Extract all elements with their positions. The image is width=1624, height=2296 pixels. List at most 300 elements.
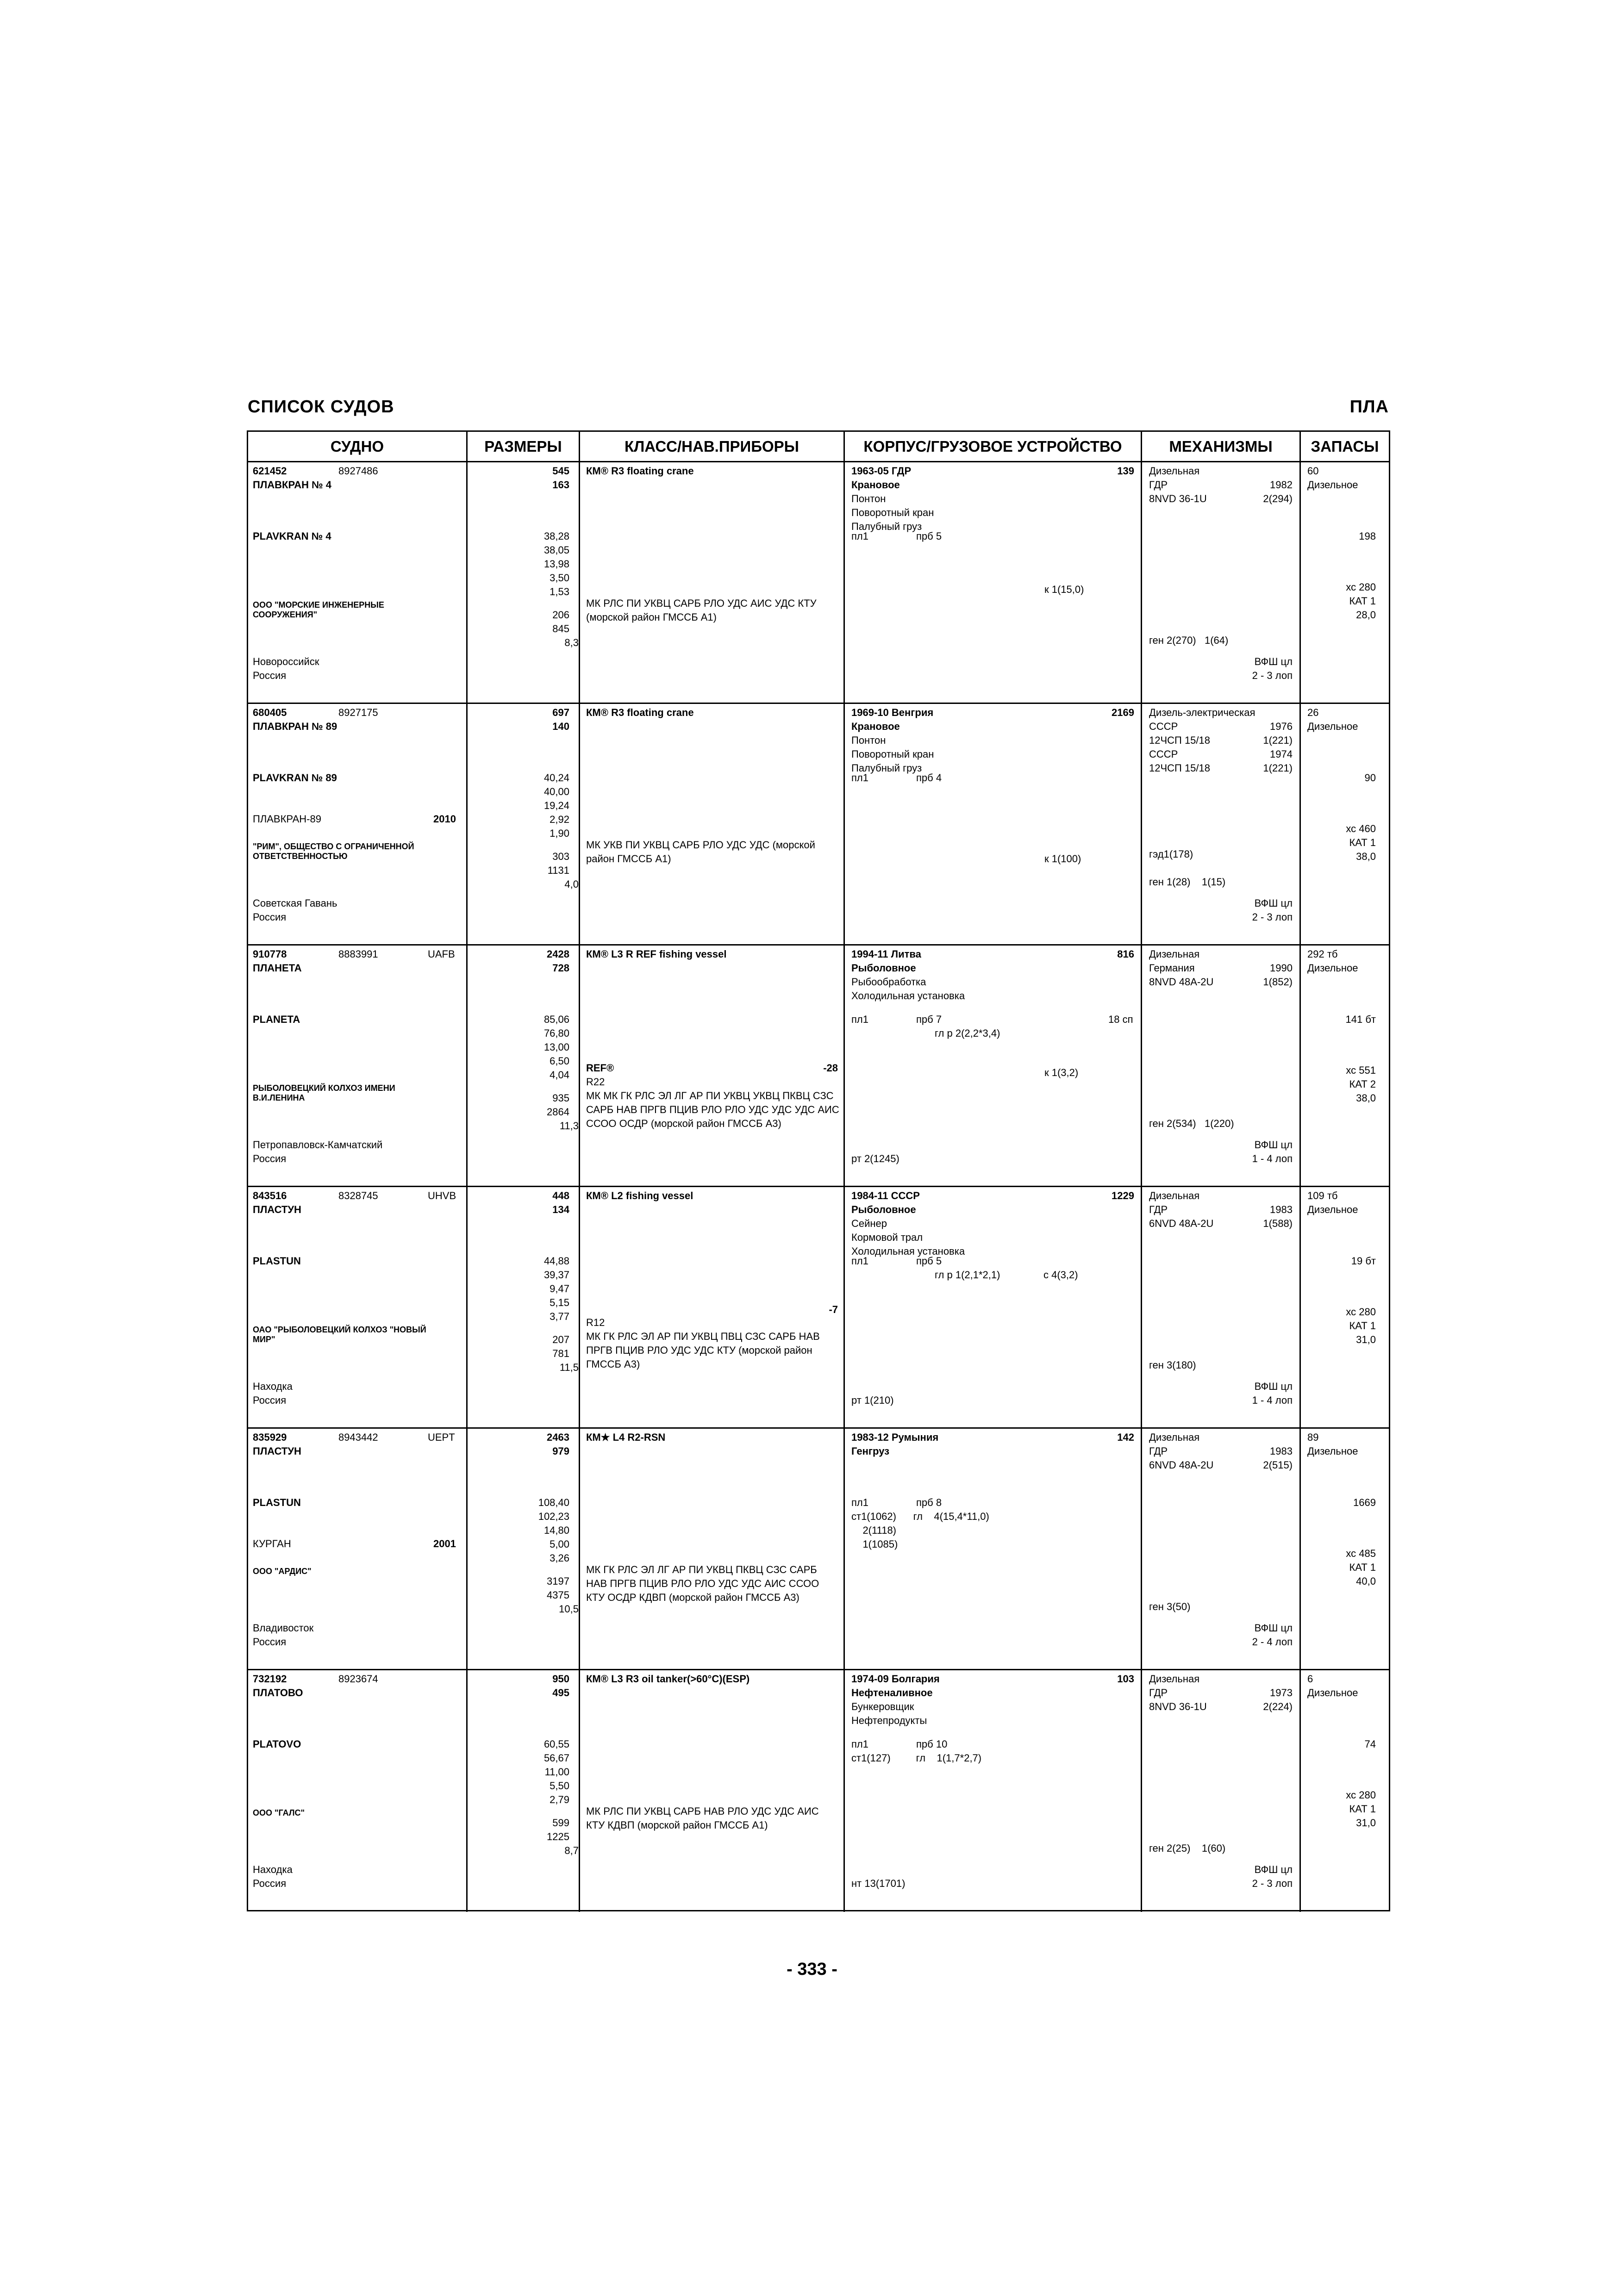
propulsion-motor: гэд1(178) (1149, 848, 1193, 860)
nav-equipment: МК ГК РЛС ЭЛ АР ПИ УКВЦ ПВЦ СЗС САРБ НАВ ПРГВ ПЦИВ РЛО УДС УДС КТУ (морской район ГМССБ А3) (586, 1331, 820, 1370)
dimension-value: 38,28 (543, 530, 569, 542)
column-divider (843, 1187, 845, 1427)
ship-type: Нефтеналивное (851, 1687, 933, 1699)
ship-call-sign: UAFB (428, 948, 455, 960)
ship-flag: Россия (253, 670, 287, 681)
ship-former-name: КУРГАН (253, 1538, 291, 1549)
displacement-value: 1131 (547, 865, 569, 876)
engine-make: ГДР (1149, 1687, 1168, 1699)
column-header-ship: СУДНО (330, 438, 384, 455)
engine-make: ГДР (1149, 479, 1168, 491)
dimension-value: 11,00 (544, 1766, 569, 1778)
dimension-value: 40,24 (543, 772, 569, 784)
generators: ген 3(50) (1149, 1601, 1191, 1612)
ship-imo-number: 8943442 (338, 1431, 378, 1443)
propeller-blades: 1 - 4 лоп (1252, 1394, 1293, 1406)
ship-owner: ООО "МОРСКИЕ ИНЖЕНЕРНЫЕ СООРУЖЕНИЯ" (253, 600, 384, 619)
ship-flag: Россия (253, 1153, 287, 1164)
ship-home-port: Находка (253, 1381, 293, 1392)
ship-flag: Россия (253, 1636, 287, 1648)
engine-spec: 1(221) (1263, 762, 1293, 774)
nav-equipment: МК РЛС ПИ УКВЦ САРБ РЛО УДС АИС УДС КТУ (морской район ГМССБ А1) (586, 597, 817, 623)
cargo-hold-line: ст1(1062) гл 4(15,4*11,0) (851, 1511, 989, 1522)
class-notation: КМ® R3 floating crane (586, 707, 694, 718)
column-divider (466, 1429, 468, 1669)
column-divider (1141, 462, 1142, 703)
engine-make: ГДР (1149, 1445, 1168, 1457)
build-year-country: 1974-09 Болгария (851, 1673, 940, 1685)
speed-value: 8,7 (564, 1845, 579, 1856)
ship-imo-number: 8883991 (338, 948, 378, 960)
hull-number: 816 (1117, 948, 1134, 960)
propeller-blades: 2 - 4 лоп (1252, 1636, 1293, 1648)
bulkheads: прб 8 (916, 1497, 942, 1508)
ballast-capacity: 1669 (1353, 1497, 1376, 1508)
fuel-type: Дизельное (1307, 1445, 1358, 1457)
dimension-value: 5,50 (550, 1780, 569, 1792)
column-header-supplies: ЗАПАСЫ (1311, 438, 1379, 455)
refrigerant: R22 (586, 1076, 605, 1088)
dimension-value: 40,00 (543, 786, 569, 797)
dimension-value: 56,67 (543, 1752, 569, 1764)
ship-type: Крановое (851, 721, 900, 732)
ship-register-table (247, 430, 1390, 1911)
column-divider (579, 1429, 580, 1669)
fridge-capacity: хс 280 (1346, 1306, 1376, 1318)
dimension-value: 4,04 (550, 1069, 569, 1081)
dimension-value: 102,23 (538, 1511, 569, 1522)
ship-record (248, 1670, 1389, 1912)
deck-count: пл1 (851, 772, 868, 784)
hull-feature: Понтон (851, 493, 886, 504)
column-divider (466, 1187, 468, 1427)
ref-notation: REF® (586, 1062, 614, 1074)
ship-reg-number: 732192 (253, 1673, 287, 1685)
column-divider (579, 1187, 580, 1427)
dimension-value: 2,92 (550, 814, 569, 825)
net-tonnage: 140 (552, 721, 569, 732)
ship-name: ПЛАСТУН (253, 1204, 301, 1215)
engine-type: Дизельная (1149, 948, 1200, 960)
page-number: - 333 - (787, 1960, 837, 1979)
propeller-blades: 2 - 3 лоп (1252, 911, 1293, 923)
ship-type: Рыболовное (851, 1204, 916, 1215)
dimension-value: 3,77 (550, 1311, 569, 1322)
speed-value: 4,0 (564, 878, 579, 890)
column-divider (1141, 1187, 1142, 1427)
generators: ген 2(534) 1(220) (1149, 1118, 1234, 1129)
engine-spec: 1983 (1270, 1445, 1293, 1457)
speed-value: 10,5 (559, 1603, 579, 1615)
dimension-value: 44,88 (543, 1255, 569, 1267)
category: КАТ 1 (1349, 595, 1376, 607)
build-year-country: 1963-05 ГДР (851, 465, 912, 477)
category: КАТ 1 (1349, 837, 1376, 848)
engine-make: ГДР (1149, 1204, 1168, 1215)
ship-owner: РЫБОЛОВЕЦКИЙ КОЛХОЗ ИМЕНИ В.И.ЛЕНИНА (253, 1083, 395, 1102)
fuel-type: Дизельное (1307, 479, 1358, 491)
ship-name-latin: PLANETA (253, 1014, 300, 1025)
ballast-capacity: 74 (1364, 1738, 1376, 1750)
engine-type: Дизель-электрическая (1149, 707, 1255, 718)
autonomy: 31,0 (1356, 1817, 1376, 1829)
dimension-value: 76,80 (543, 1027, 569, 1039)
generators: ген 2(25) 1(60) (1149, 1842, 1226, 1854)
ship-name-latin: PLASTUN (253, 1497, 301, 1508)
bulkheads: прб 5 (916, 530, 942, 542)
dimension-value: 1,53 (550, 586, 569, 597)
ship-owner: ОАО "РЫБОЛОВЕЦКИЙ КОЛХОЗ "НОВЫЙ МИР" (253, 1325, 426, 1344)
dimension-value: 108,40 (538, 1497, 569, 1508)
ship-reg-number: 910778 (253, 948, 287, 960)
deck-count: пл1 (851, 1497, 868, 1508)
ship-flag: Россия (253, 911, 287, 923)
hull-number: 142 (1117, 1431, 1134, 1443)
ship-call-sign: UEPT (428, 1431, 455, 1443)
ship-name-latin: PLAVKRAN № 4 (253, 530, 331, 542)
column-header-machinery: МЕХАНИЗМЫ (1169, 438, 1273, 455)
engine-make: Германия (1149, 962, 1195, 974)
ship-former-name-year: 2001 (433, 1538, 456, 1549)
category: КАТ 2 (1349, 1078, 1376, 1090)
column-header-class: КЛАСС/НАВ.ПРИБОРЫ (625, 438, 799, 455)
engine-spec: 1976 (1270, 721, 1293, 732)
fridge-capacity: хс 485 (1346, 1548, 1376, 1559)
build-year-country: 1994-11 Литва (851, 948, 921, 960)
column-divider (466, 462, 468, 703)
engine-spec: 1(221) (1263, 734, 1293, 746)
ship-owner: ООО "ГАЛС" (253, 1808, 305, 1817)
ship-type: Крановое (851, 479, 900, 491)
autonomy: 28,0 (1356, 609, 1376, 621)
nav-equipment: МК УКВ ПИ УКВЦ САРБ РЛО УДС УДС (морской район ГМССБ А1) (586, 839, 815, 865)
ship-former-name: ПЛАВКРАН-89 (253, 813, 321, 825)
cargo-hold-line: 2(1118) (851, 1524, 897, 1536)
ship-record (248, 1187, 1389, 1429)
column-divider (1299, 1429, 1301, 1669)
column-divider (843, 1670, 845, 1912)
fuel-capacity: 60 (1307, 465, 1319, 477)
category: КАТ 1 (1349, 1803, 1376, 1815)
engine-type: Дизельная (1149, 1190, 1200, 1201)
column-divider (466, 946, 468, 1186)
class-notation: КМ★ L4 R2-RSN (586, 1431, 666, 1443)
build-year-country: 1969-10 Венгрия (851, 707, 934, 718)
propeller-type: ВФШ цл (1254, 897, 1293, 909)
column-header-dimensions: РАЗМЕРЫ (484, 438, 562, 455)
column-divider (466, 704, 468, 944)
engine-make: 6NVD 48A-2U (1149, 1218, 1214, 1229)
tank-capacity: нт 13(1701) (851, 1878, 906, 1889)
deadweight-value: 935 (552, 1092, 569, 1104)
ship-imo-number: 8328745 (338, 1190, 378, 1201)
propeller-type: ВФШ цл (1254, 1622, 1293, 1634)
build-year-country: 1984-11 СССР (851, 1190, 920, 1201)
gross-tonnage: 950 (552, 1673, 569, 1685)
dimension-value: 5,00 (550, 1538, 569, 1550)
ship-home-port: Владивосток (253, 1622, 314, 1634)
displacement-value: 4375 (547, 1589, 569, 1601)
engine-make: 12ЧСП 15/18 (1149, 734, 1210, 746)
engine-type: Дизельная (1149, 465, 1200, 477)
engine-make: СССР (1149, 748, 1178, 760)
ship-imo-number: 8927175 (338, 707, 378, 718)
ship-home-port: Находка (253, 1864, 293, 1875)
engine-make: СССР (1149, 721, 1178, 732)
column-divider (1299, 1670, 1301, 1912)
hull-number: 103 (1117, 1673, 1134, 1685)
displacement-value: 781 (552, 1348, 569, 1359)
displacement-value: 1225 (547, 1831, 569, 1842)
hull-feature: Нефтепродукты (851, 1715, 927, 1726)
net-tonnage: 163 (552, 479, 569, 491)
engine-make: 8NVD 36-1U (1149, 493, 1207, 504)
fuel-capacity: 109 тб (1307, 1190, 1338, 1201)
generators: ген 1(28) 1(15) (1149, 876, 1226, 888)
dimension-value: 2,79 (550, 1794, 569, 1805)
cargo-hold-line: 1(1085) (851, 1538, 898, 1550)
autonomy: 31,0 (1356, 1334, 1376, 1345)
ship-home-port: Советская Гавань (253, 897, 337, 909)
nav-equipment: МК РЛС ПИ УКВЦ САРБ НАВ РЛО УДС УДС АИС КТУ КДВП (морской район ГМССБ А1) (586, 1805, 819, 1831)
hull-number: 139 (1117, 465, 1134, 477)
gross-tonnage: 545 (552, 465, 569, 477)
ship-reg-number: 835929 (253, 1431, 287, 1443)
ship-name-latin: PLATOVO (253, 1738, 301, 1750)
column-divider (1141, 946, 1142, 1186)
column-headers (248, 432, 1389, 462)
hull-number: 1229 (1112, 1190, 1134, 1201)
bulkheads: прб 4 (916, 772, 942, 784)
bulkheads: прб 5 (916, 1255, 942, 1267)
dimension-value: 5,15 (550, 1297, 569, 1308)
dimension-value: 3,26 (550, 1552, 569, 1564)
propeller-blades: 1 - 4 лоп (1252, 1153, 1293, 1164)
dimension-value: 38,05 (543, 544, 569, 556)
fuel-type: Дизельное (1307, 1204, 1358, 1215)
column-divider (1299, 704, 1301, 944)
engine-spec: 2(294) (1263, 493, 1293, 504)
column-divider (579, 462, 580, 703)
bulkheads: прб 7 (916, 1014, 942, 1025)
hull-feature: Холодильная установка (851, 1245, 965, 1257)
column-divider (579, 1670, 580, 1912)
fuel-type: Дизельное (1307, 1687, 1358, 1699)
tank-capacity: рт 1(210) (851, 1394, 894, 1406)
propeller-type: ВФШ цл (1254, 656, 1293, 667)
ship-name: ПЛАТОВО (253, 1687, 303, 1699)
deadweight-value: 3197 (547, 1575, 569, 1587)
propeller-blades: 2 - 3 лоп (1252, 670, 1293, 681)
column-header-hull: КОРПУС/ГРУЗОВОЕ УСТРОЙСТВО (863, 438, 1122, 455)
deadweight-value: 599 (552, 1817, 569, 1829)
deck-count: пл1 (851, 1255, 868, 1267)
column-divider (1299, 1187, 1301, 1427)
engine-spec: 2(515) (1263, 1459, 1293, 1471)
engine-spec: 2(224) (1263, 1701, 1293, 1712)
ship-owner: "РИМ", ОБЩЕСТВО С ОГРАНИЧЕННОЙ ОТВЕТСТВЕННОСТЬЮ (253, 842, 414, 861)
fridge-capacity: хс 280 (1346, 1789, 1376, 1801)
column-divider (843, 1429, 845, 1669)
ship-imo-number: 8923674 (338, 1673, 378, 1685)
hull-feature: Палубный груз (851, 762, 922, 774)
engine-spec: 1973 (1270, 1687, 1293, 1699)
tank-capacity: рт 2(1245) (851, 1153, 899, 1164)
engine-make: 12ЧСП 15/18 (1149, 762, 1210, 774)
speed-value: 8,3 (564, 637, 579, 648)
page-header-title: СПИСОК СУДОВ (248, 397, 394, 417)
fuel-type: Дизельное (1307, 962, 1358, 974)
fuel-capacity: 6 (1307, 1673, 1313, 1685)
fuel-type: Дизельное (1307, 721, 1358, 732)
ref-temperature: -28 (823, 1062, 838, 1074)
displacement-value: 845 (552, 623, 569, 635)
ship-imo-number: 8927486 (338, 465, 378, 477)
ship-flag: Россия (253, 1878, 287, 1889)
nav-equipment: МК ГК РЛС ЭЛ ЛГ АР ПИ УКВЦ ПКВЦ СЗС САРБ НАВ ПРГВ ПЦИВ РЛО РЛО УДС УДС АИС ССОО КТУ ОСДР КДВП (морской район ГМССБ А3) (586, 1564, 819, 1603)
ship-name: ПЛАВКРАН № 4 (253, 479, 331, 491)
net-tonnage: 134 (552, 1204, 569, 1215)
propeller-type: ВФШ цл (1254, 1381, 1293, 1392)
dimension-value: 14,80 (543, 1524, 569, 1536)
dimension-value: 3,50 (550, 572, 569, 584)
column-divider (466, 1670, 468, 1912)
net-tonnage: 728 (552, 962, 569, 974)
hull-feature: Холодильная установка (851, 990, 965, 1002)
fuel-capacity: 292 тб (1307, 948, 1338, 960)
gross-tonnage: 2428 (547, 948, 569, 960)
column-divider (843, 462, 845, 703)
gross-tonnage: 448 (552, 1190, 569, 1201)
dimension-value: 60,55 (543, 1738, 569, 1750)
generators: ген 2(270) 1(64) (1149, 635, 1229, 646)
ballast-capacity: 19 бт (1351, 1255, 1376, 1267)
category: КАТ 1 (1349, 1562, 1376, 1573)
hull-feature: Палубный груз (851, 521, 922, 532)
hull-feature: Кормовой трал (851, 1232, 923, 1243)
ship-record (248, 946, 1389, 1187)
ref-temperature: -7 (829, 1304, 838, 1315)
gross-tonnage: 697 (552, 707, 569, 718)
deadweight-value: 206 (552, 609, 569, 621)
page-header-section: ПЛА (1349, 397, 1389, 417)
column-divider (1141, 1670, 1142, 1912)
ship-name-latin: PLASTUN (253, 1255, 301, 1267)
hull-feature: Понтон (851, 734, 886, 746)
ship-record (248, 704, 1389, 946)
hull-feature: Рыбообработка (851, 976, 926, 988)
ballast-capacity: 90 (1364, 772, 1376, 784)
engine-make: 6NVD 48A-2U (1149, 1459, 1214, 1471)
autonomy: 38,0 (1356, 1092, 1376, 1104)
cargo-hold-line: ст1(127) гл 1(1,7*2,7) (851, 1752, 982, 1764)
nav-equipment: МК МК ГК РЛС ЭЛ ЛГ АР ПИ УКВЦ УКВЦ ПКВЦ СЗС САРБ НАВ ПРГВ ПЦИВ РЛО РЛО УДС УДС УДС АИС ССОО ОСДР (морской район ГМССБ А3) (586, 1090, 839, 1129)
autonomy: 40,0 (1356, 1575, 1376, 1587)
deck-count: пл1 (851, 1014, 868, 1025)
engine-spec: 1983 (1270, 1204, 1293, 1215)
dimension-value: 85,06 (543, 1014, 569, 1025)
speed-value: 11,5 (559, 1362, 579, 1373)
ship-reg-number: 621452 (253, 465, 287, 477)
gross-tonnage: 2463 (547, 1431, 569, 1443)
cargo-gear: к 1(15,0) (1044, 584, 1084, 595)
ship-reg-number: 843516 (253, 1190, 287, 1201)
engine-spec: 1990 (1270, 962, 1293, 974)
class-notation: КМ® L3 R3 oil tanker(>60°C)(ESP) (586, 1673, 750, 1685)
engine-spec: 1(852) (1263, 976, 1293, 988)
class-notation: КМ® L3 R REF fishing vessel (586, 948, 727, 960)
column-divider (579, 946, 580, 1186)
column-divider (843, 946, 845, 1186)
hold-spec: с 4(3,2) (1043, 1269, 1078, 1281)
fridge-capacity: хс 460 (1346, 823, 1376, 834)
hull-feature: Бункеровщик (851, 1701, 914, 1712)
category: КАТ 1 (1349, 1320, 1376, 1332)
dimension-value: 1,90 (550, 828, 569, 839)
ship-owner: ООО "АРДИС" (253, 1567, 312, 1576)
net-tonnage: 979 (552, 1445, 569, 1457)
hatch-spec: гл р 1(2,1*2,1) (935, 1269, 1000, 1281)
ship-record (248, 1429, 1389, 1670)
column-divider (579, 704, 580, 944)
ship-type: Рыболовное (851, 962, 916, 974)
hull-feature: Поворотный кран (851, 507, 934, 518)
ship-name: ПЛАНЕТА (253, 962, 302, 974)
displacement-value: 2864 (547, 1106, 569, 1118)
column-divider (843, 704, 845, 944)
engine-make: 8NVD 48A-2U (1149, 976, 1214, 988)
engine-spec: 1974 (1270, 748, 1293, 760)
ship-name-latin: PLAVKRAN № 89 (253, 772, 337, 784)
column-divider (1299, 462, 1301, 703)
ship-home-port: Новороссийск (253, 656, 319, 667)
autonomy: 38,0 (1356, 851, 1376, 862)
dimension-value: 39,37 (543, 1269, 569, 1281)
speed-value: 11,3 (559, 1120, 579, 1132)
bulkheads: прб 10 (916, 1738, 948, 1750)
fuel-capacity: 89 (1307, 1431, 1319, 1443)
deadweight-value: 207 (552, 1334, 569, 1345)
build-year-country: 1983-12 Румыния (851, 1431, 939, 1443)
fuel-capacity: 26 (1307, 707, 1319, 718)
deck-count: пл1 (851, 1738, 868, 1750)
engine-make: 8NVD 36-1U (1149, 1701, 1207, 1712)
hold-spec: 18 сп (1108, 1014, 1133, 1025)
hull-feature: Сейнер (851, 1218, 887, 1229)
propeller-blades: 2 - 3 лоп (1252, 1878, 1293, 1889)
net-tonnage: 495 (552, 1687, 569, 1699)
ship-former-name-year: 2010 (433, 813, 456, 825)
dimension-value: 9,47 (550, 1283, 569, 1294)
dimension-value: 13,00 (543, 1041, 569, 1053)
deck-count: пл1 (851, 530, 868, 542)
engine-type: Дизельная (1149, 1673, 1200, 1685)
ship-flag: Россия (253, 1394, 287, 1406)
hull-number: 2169 (1112, 707, 1134, 718)
ship-type: Генгруз (851, 1445, 890, 1457)
column-divider (1141, 704, 1142, 944)
cargo-gear: к 1(100) (1044, 853, 1081, 865)
ship-home-port: Петропавловск-Камчатский (253, 1139, 383, 1151)
dimension-value: 13,98 (543, 558, 569, 570)
engine-type: Дизельная (1149, 1431, 1200, 1443)
ship-record (248, 462, 1389, 704)
ballast-capacity: 198 (1359, 530, 1376, 542)
ship-name: ПЛАСТУН (253, 1445, 301, 1457)
engine-spec: 1982 (1270, 479, 1293, 491)
ship-call-sign: UHVB (428, 1190, 456, 1201)
engine-spec: 1(588) (1263, 1218, 1293, 1229)
